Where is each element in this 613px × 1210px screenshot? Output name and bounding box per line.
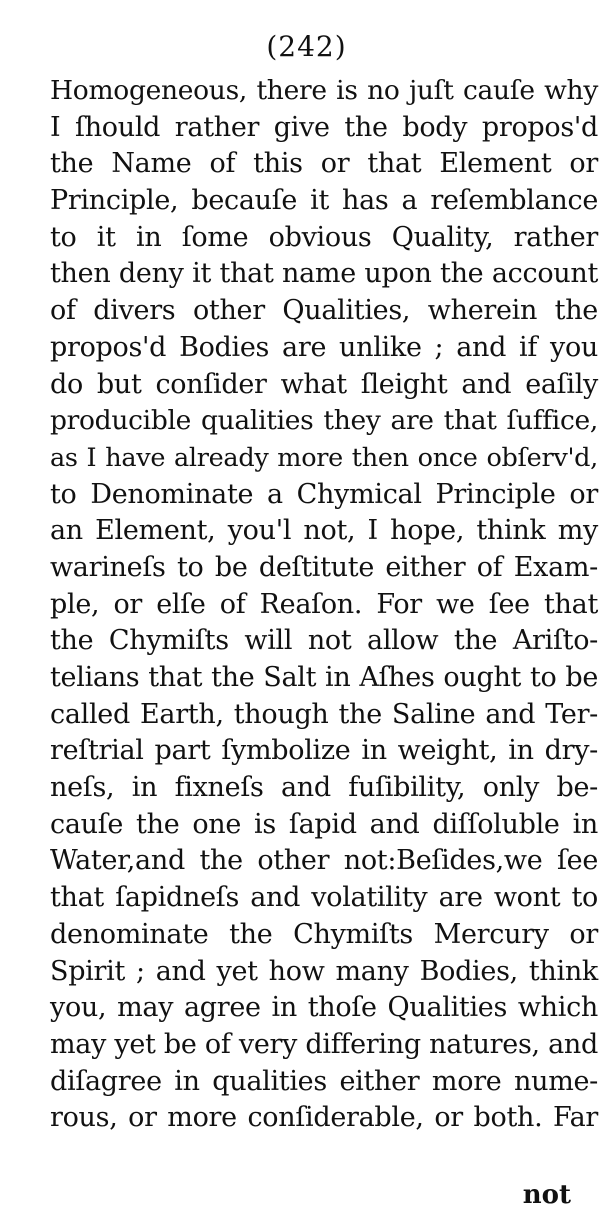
text-line: neſs, in fixneſs and fuſibility, only be- <box>50 772 598 804</box>
text-line: the Name of this or that Element or <box>50 148 598 180</box>
text-line: you, may agree in thoſe Qualities which <box>50 992 598 1024</box>
text-line: that ſapidneſs and volatility are wont to <box>50 882 598 914</box>
text-line: the Chymiſts will not allow the Ariſto- <box>50 625 598 657</box>
page-number: (242) <box>266 30 347 63</box>
text-line: propos'd Bodies are unlike ; and if you <box>50 331 598 363</box>
text-line: warineſs to be deſtitute either of Exam- <box>50 551 598 583</box>
text-line: I ſhould rather give the body propos'd <box>50 111 598 143</box>
body-text <box>50 73 598 1137</box>
text-line: producible qualities they are that ſuffice, <box>50 405 598 437</box>
text-line: to it in ſome obvious Quality, rather <box>50 221 598 253</box>
text-line: to Denominate a Chymical Principle or <box>50 478 598 510</box>
text-line: rous, or more conſiderable, or both. Far <box>50 1102 598 1134</box>
text-line: telians that the Salt in Aſhes ought to be <box>50 662 598 693</box>
text-line: cauſe the one is ſapid and diſſoluble in <box>50 808 598 840</box>
text-line: called Earth, though the Saline and Ter- <box>50 698 598 730</box>
text-line: ple, or elſe of Reaſon. For we ſee that <box>50 588 598 620</box>
text-line: of divers other Qualities, wherein the <box>50 295 598 327</box>
text-line: Spirit ; and yet how many Bodies, think <box>50 955 598 987</box>
text-line: an Element, you'l not, I hope, think my <box>50 515 598 547</box>
text-line: may yet be of very differing natures, and <box>50 1028 598 1060</box>
text-line: Homogeneous, there is no juſt cauſe why <box>50 75 598 106</box>
text-line: as I have already more then once obſerv'd, <box>50 442 598 473</box>
text-line: then deny it that name upon the account <box>50 258 598 290</box>
text-line: denominate the Chymiſts Mercury or <box>50 918 598 950</box>
catchword: not <box>522 1180 571 1210</box>
text-line: reſtrial part ſymbolize in weight, in dry- <box>50 735 598 767</box>
text-line: do but conſider what ſleight and eaſily <box>50 368 598 400</box>
text-line: Water,and the other not:Beſides,we ſee <box>50 845 598 877</box>
text-line: diſagree in qualities either more nume- <box>50 1065 598 1097</box>
text-line: Principle, becauſe it has a reſemblance <box>50 185 598 217</box>
